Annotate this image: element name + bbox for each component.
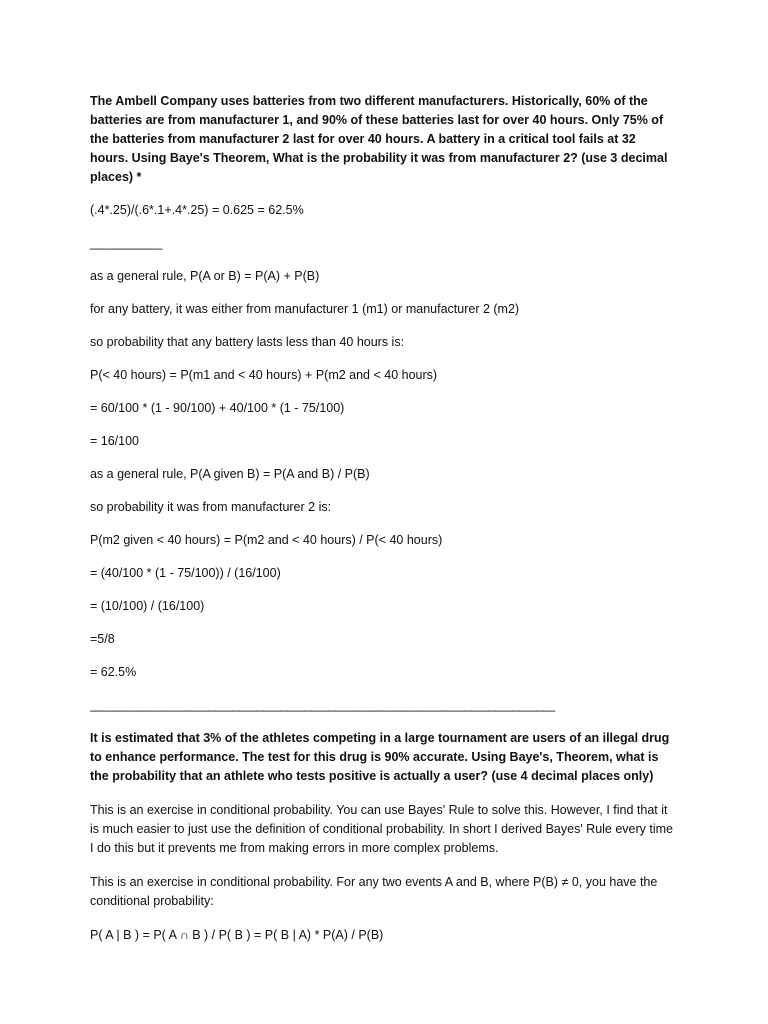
fraction-result: =5/8	[90, 632, 115, 646]
bayes-formula: P( A | B ) = P( A ∩ B ) / P( B ) = P( B | A) * P(A) / P(B)	[90, 928, 384, 942]
conditional-simplified: = (10/100) / (16/100)	[90, 599, 205, 613]
short-divider: ____________	[90, 236, 162, 250]
total-probability-formula: P(< 40 hours) = P(m1 and < 40 hours) + P(m2 and < 40 hours)	[90, 368, 438, 382]
conditional-formula: P(m2 given < 40 hours) = P(m2 and < 40 hours) / P(< 40 hours)	[90, 533, 443, 547]
total-probability-result: = 16/100	[90, 434, 140, 448]
percent-result: = 62.5%	[90, 665, 137, 679]
document-page	[90, 92, 680, 945]
manufacturer-statement: for any battery, it was either from manufacturer 1 (m1) or manufacturer 2 (m2)	[90, 302, 520, 316]
probability-intro: so probability that any battery lasts less than 40 hours is:	[90, 335, 405, 349]
problem2-paragraph-2: This is an exercise in conditional probability. For any two events A and B, where P(B) ≠ 0, you have the conditional probability:	[90, 875, 658, 908]
conditional-values: = (40/100 * (1 - 75/100)) / (16/100)	[90, 566, 281, 580]
problem2-question: It is estimated that 3% of the athletes competing in a large tournament are users of an illegal drug to enhance performance. The test for this drug is 90% accurate. Using Baye's, Theorem, what is the probability that an athlete who tests positive is actually a user? (use 4 decimal places only)	[90, 731, 670, 783]
total-probability-values: = 60/100 * (1 - 90/100) + 40/100 * (1 - 75/100)	[90, 401, 345, 415]
problem2-paragraph-1: This is an exercise in conditional probability. You can use Bayes' Rule to solve this. However, I find that it is much easier to just use the definition of conditional probability. In short I derived Bayes' Rule every time I do this but it prevents me from making errors in more complex problems.	[90, 803, 674, 855]
general-rule-or: as a general rule, P(A or B) = P(A) + P(B)	[90, 269, 320, 283]
problem1-question: The Ambell Company uses batteries from two different manufacturers. Historically, 60% of the batteries are from manufacturer 1, and 90% of these batteries last for over 40 hours. Only 75% of the batteries from manufacturer 2 last for over 40 hours. A battery in a critical tool fails at 32 hours. Using Baye's Theorem, What is the probability it was from manufacturer 2? (use 3 decimal places) *	[90, 94, 668, 184]
general-rule-given: as a general rule, P(A given B) = P(A and B) / P(B)	[90, 467, 370, 481]
long-divider: ______________________________________________________________________________	[90, 698, 555, 712]
manufacturer2-intro: so probability it was from manufacturer 2 is:	[90, 500, 332, 514]
problem1-answer: (.4*.25)/(.6*.1+.4*.25) = 0.625 = 62.5%	[90, 203, 304, 217]
